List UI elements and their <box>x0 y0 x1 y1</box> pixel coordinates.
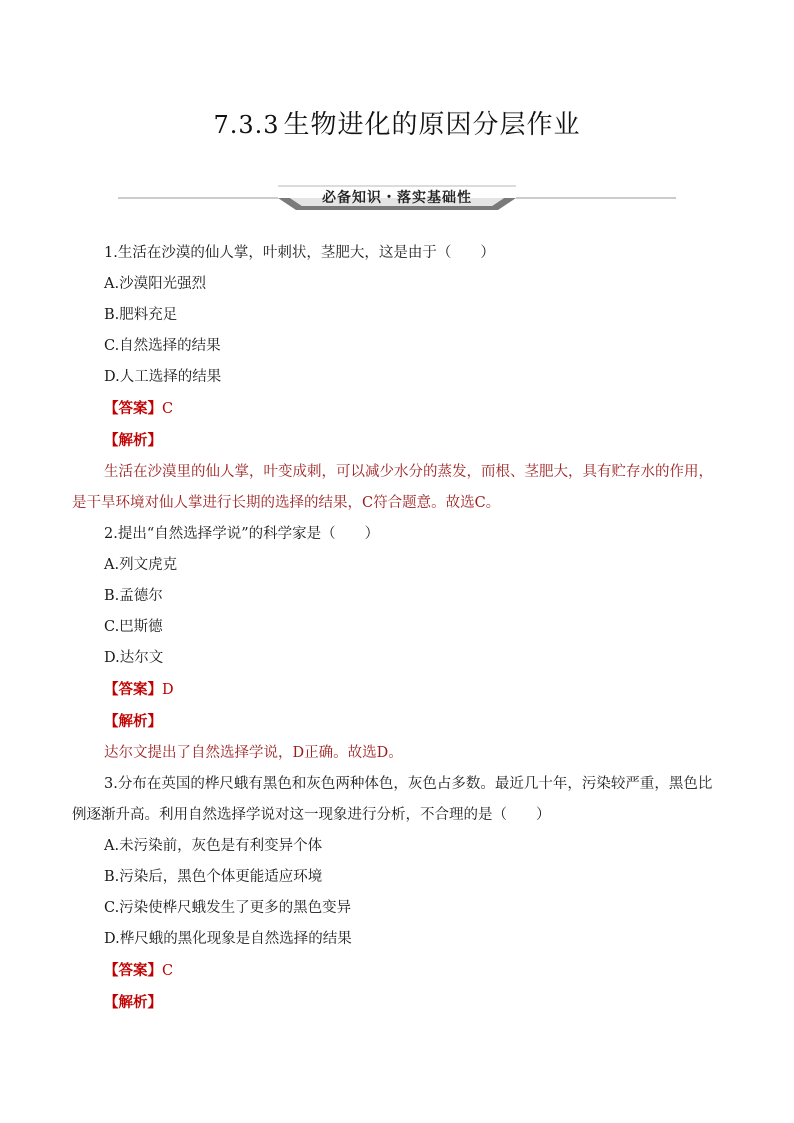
analysis-label: 【解析】 <box>104 432 162 449</box>
title-number: 7.3.3 <box>213 111 280 139</box>
option-c: C.自然选择的结果 <box>104 338 221 354</box>
section-banner <box>118 183 676 213</box>
question-stem: 1.生活在沙漠的仙人掌，叶刺状，茎肥大，这是由于（ ） <box>104 245 495 261</box>
option-a: A.列文虎克 <box>104 557 178 573</box>
section-label: 必备知识・落实基础性 <box>322 190 472 206</box>
answer-line <box>72 674 724 706</box>
option-b: B.孟德尔 <box>104 588 163 604</box>
answer-line <box>72 955 724 987</box>
analysis-label: 【解析】 <box>104 713 162 730</box>
option-d: D.人工选择的结果 <box>104 369 222 385</box>
analysis-line <box>72 987 724 1019</box>
title-text: 生物进化的原因分层作业 <box>283 110 581 140</box>
option-d: D.达尔文 <box>104 650 164 666</box>
answer-value: D <box>162 682 174 698</box>
answer-value: C <box>162 963 174 979</box>
answer-label: 【答案】 <box>104 681 162 698</box>
option-d: D.桦尺蛾的黑化现象是自然选择的结果 <box>104 931 352 947</box>
option-b: B.肥料充足 <box>104 307 178 323</box>
option-a: A.沙漠阳光强烈 <box>104 276 207 292</box>
analysis-text: 达尔文提出了自然选择学说，D正确。故选D。 <box>104 745 403 761</box>
option-c: C.巴斯德 <box>104 619 163 635</box>
question-stem: 2.提出“自然选择学说”的科学家是（ ） <box>104 526 380 542</box>
answer-label: 【答案】 <box>104 962 162 979</box>
answer-value: C <box>162 401 174 417</box>
analysis-line <box>72 425 724 457</box>
answer-label: 【答案】 <box>104 400 162 417</box>
answer-line <box>72 393 724 425</box>
question-list <box>72 238 724 1019</box>
analysis-text: 生活在沙漠里的仙人掌，叶变成刺，可以减少水分的蒸发，而根、茎肥大，具有贮存水的作用，是干旱环境对仙人掌进行长期的选择的结果，C符合题意。故选C。 <box>72 464 713 511</box>
option-a: A.未污染前，灰色是有利变异个体 <box>104 838 323 854</box>
page-title <box>0 104 794 141</box>
option-c: C.污染使桦尺蛾发生了更多的黑色变异 <box>104 900 352 916</box>
option-b: B.污染后，黑色个体更能适应环境 <box>104 869 323 885</box>
question-stem: 3.分布在英国的桦尺蛾有黑色和灰色两种体色，灰色占多数。最近几十年，污染较严重，黑色比例逐渐升高。利用自然选择学说对这一现象进行分析，不合理的是（ ） <box>72 776 713 823</box>
analysis-line <box>72 706 724 738</box>
analysis-label: 【解析】 <box>104 994 162 1011</box>
